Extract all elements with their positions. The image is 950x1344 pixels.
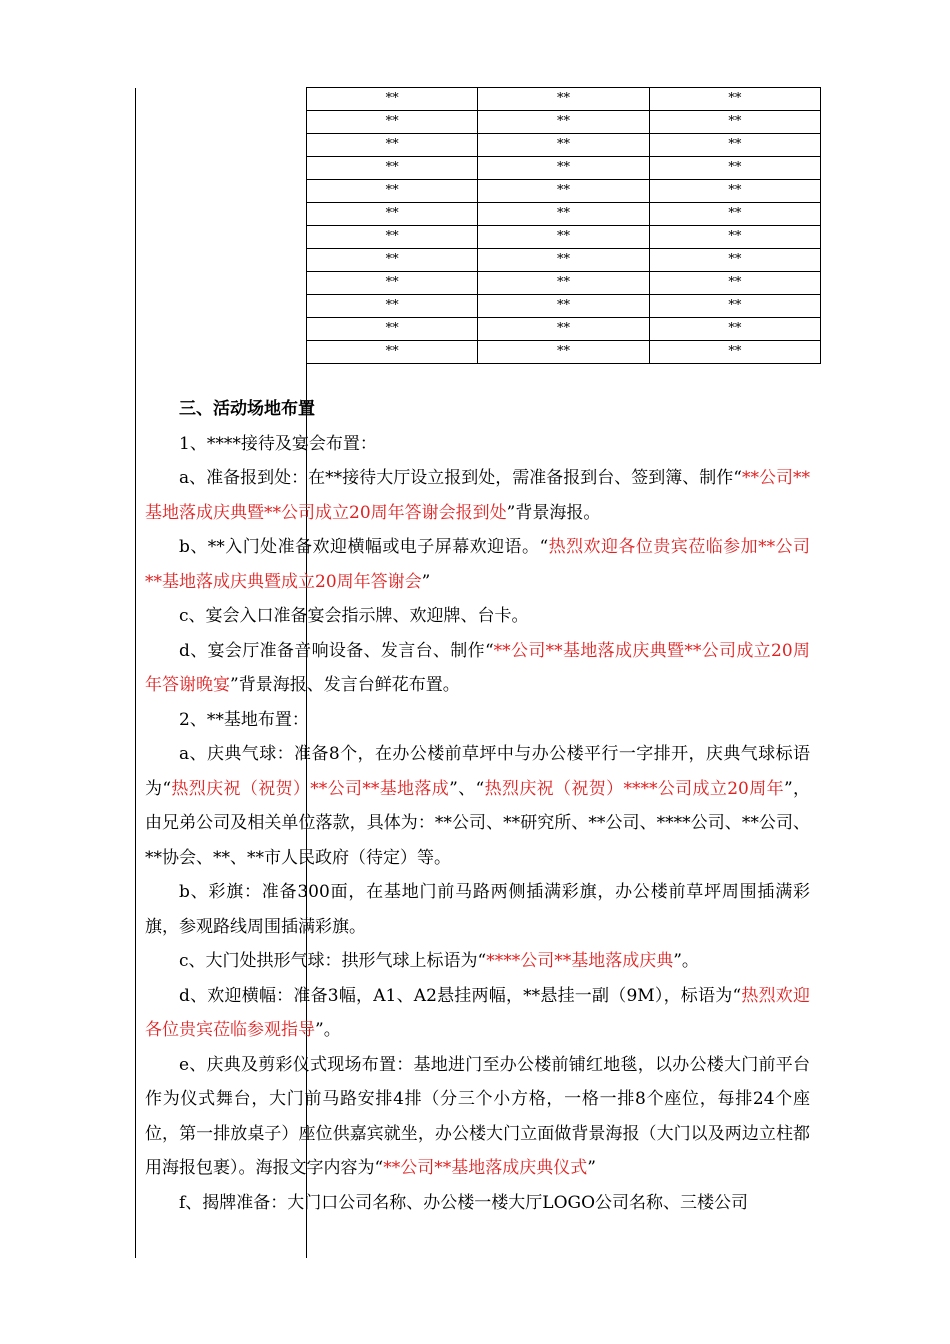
red-text: ****公司**基地落成庆典 — [486, 951, 674, 971]
table-row — [307, 318, 821, 341]
table-cell: ** — [478, 341, 649, 364]
document-body — [145, 392, 810, 1220]
paragraph-2f: f、揭牌准备：大门口公司名称、办公楼一楼大厅LOGO公司名称、三楼公司 — [179, 1192, 749, 1213]
table-row — [307, 226, 821, 249]
table-cell: ** — [478, 295, 649, 318]
table-cell: ** — [649, 134, 820, 157]
paragraph-2d: d、欢迎横幅：准备3幅，A1、A2悬挂两幅，**悬挂一副（9M），标语为“热烈欢迎各位贵宾莅临参观指导”。 — [145, 985, 811, 1040]
table-row — [307, 249, 821, 272]
red-text: 热烈欢迎各位贵宾莅临参加**公司**基地落成庆典暨成立20周年答谢会 — [145, 537, 810, 592]
table-row — [307, 272, 821, 295]
paragraph-b: b、**入门处准备欢迎横幅或电子屏幕欢迎语。“热烈欢迎各位贵宾莅临参加**公司**基地落成庆典暨成立20周年答谢会” — [145, 537, 810, 592]
red-text: 热烈庆祝（祝贺）**公司**基地落成 — [171, 778, 450, 799]
table-cell: ** — [649, 157, 820, 180]
paragraph-2a: a、庆典气球：准备8个，在办公楼前草坪中与办公楼平行一字排开，庆典气球标语为“热烈庆祝（祝贺）**公司**基地落成”、“热烈庆祝（祝贺）****公司成立20周年”，由兄弟公司及相关单位落款，具体为：**公司、**研究所、**公司、****公司、**公司、**协会、**、**市人民政府（待定）等。 — [145, 744, 811, 868]
table-cell: ** — [307, 157, 478, 180]
paragraph-2c: c、大门处拱形气球：拱形气球上标语为“****公司**基地落成庆典”。 — [179, 951, 699, 971]
paragraph-a: a、准备报到处：在**接待大厅设立报到处，需准备报到台、签到簿、制作“**公司**基地落成庆典暨**公司成立20周年答谢会报到处”背景海报。 — [145, 468, 810, 523]
table-cell: ** — [307, 226, 478, 249]
paragraph-1: 1、****接待及宴会布置： — [179, 433, 377, 454]
table-cell: ** — [649, 180, 820, 203]
table-cell: ** — [478, 318, 649, 341]
table-row — [307, 341, 821, 364]
table-cell: ** — [649, 341, 820, 364]
table-cell: ** — [649, 203, 820, 226]
table-cell: ** — [478, 111, 649, 134]
table-row — [307, 157, 821, 180]
section-heading: 三、活动场地布置 — [179, 399, 315, 419]
table-cell: ** — [649, 295, 820, 318]
table-row — [307, 134, 821, 157]
data-table — [306, 87, 821, 364]
table-cell: ** — [307, 249, 478, 272]
table-cell: ** — [478, 203, 649, 226]
paragraph-d: d、宴会厅准备音响设备、发言台、制作“**公司**基地落成庆典暨**公司成立20周年答谢晚宴”背景海报、发言台鲜花布置。 — [145, 640, 810, 695]
table-cell: ** — [307, 318, 478, 341]
table-cell: ** — [307, 134, 478, 157]
table-cell: ** — [307, 272, 478, 295]
table-cell: ** — [478, 272, 649, 295]
table-cell: ** — [649, 111, 820, 134]
red-text: **公司**基地落成庆典暨**公司成立20周年答谢会报到处 — [145, 468, 810, 523]
table-cell: ** — [478, 180, 649, 203]
table-cell: ** — [649, 272, 820, 295]
table-row — [307, 111, 821, 134]
table-cell: ** — [649, 318, 820, 341]
table-cell: ** — [307, 180, 478, 203]
table-cell: ** — [478, 134, 649, 157]
paragraph-2b: b、彩旗：准备300面，在基地门前马路两侧插满彩旗，办公楼前草坪周围插满彩旗，参观路线周围插满彩旗。 — [145, 882, 810, 937]
table-cell: ** — [307, 295, 478, 318]
red-text: 热烈庆祝（祝贺）****公司成立20周年 — [484, 778, 784, 799]
left-border-line — [135, 88, 136, 1258]
red-text: **公司**基地落成庆典暨**公司成立20周年答谢晚宴 — [145, 640, 810, 695]
table-cell: ** — [307, 88, 478, 111]
table-row — [307, 180, 821, 203]
table-cell: ** — [649, 249, 820, 272]
table-cell: ** — [307, 341, 478, 364]
table-cell: ** — [478, 226, 649, 249]
table-cell: ** — [307, 203, 478, 226]
paragraph-2e: e、庆典及剪彩仪式现场布置：基地进门至办公楼前铺红地毯，以办公楼大门前平台作为仪式舞台，大门前马路安排4排（分三个小方格，一格一排8个座位，每排24个座位，第一排放桌子）座位供嘉宾就坐，办公楼大门立面做背景海报（大门以及两边立柱都用海报包裹）。海报文字内容为“**公司**基地落成庆典仪式” — [145, 1054, 810, 1178]
paragraph-2: 2、**基地布置： — [179, 709, 309, 730]
table-cell: ** — [649, 88, 820, 111]
table-row — [307, 295, 821, 318]
table-cell: ** — [307, 111, 478, 134]
table-row — [307, 203, 821, 226]
red-text: **公司**基地落成庆典仪式 — [383, 1158, 588, 1178]
red-text: 热烈欢迎各位贵宾莅临参观指导 — [145, 985, 811, 1040]
table-cell: ** — [478, 88, 649, 111]
paragraph-c: c、宴会入口准备宴会指示牌、欢迎牌、台卡。 — [179, 606, 529, 626]
table-cell: ** — [649, 226, 820, 249]
table-cell: ** — [478, 249, 649, 272]
table-row — [307, 88, 821, 111]
table-cell: ** — [478, 157, 649, 180]
